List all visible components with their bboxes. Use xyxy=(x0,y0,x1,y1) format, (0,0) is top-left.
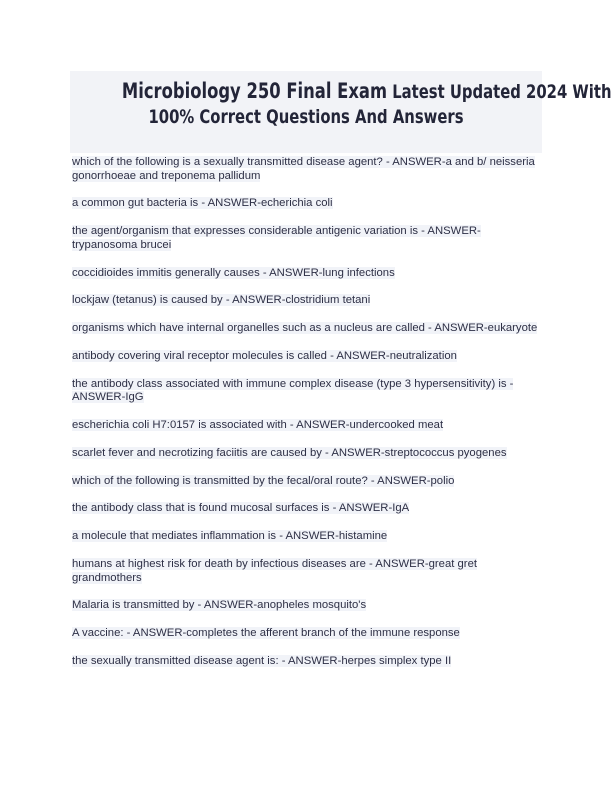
qa-text: escherichia coli H7:0157 is associated with - ANSWER-undercooked meat xyxy=(72,419,444,432)
qa-text: which of the following is transmitted by the fecal/oral route? - ANSWER-polio xyxy=(72,474,455,487)
qa-item xyxy=(72,156,542,183)
qa-item xyxy=(72,530,542,544)
qa-text: humans at highest risk for death by infectious diseases are - ANSWER-great gret grandmothers xyxy=(72,557,477,584)
qa-text: the agent/organism that expresses considerable antigenic variation is - ANSWER-trypanosoma brucei xyxy=(72,225,481,251)
qa-item xyxy=(72,475,542,489)
qa-text: which of the following is a sexually transmitted disease agent? - ANSWER-a and b/ neisseria gonorrhoeae and treponema pallidum xyxy=(72,156,535,182)
qa-item xyxy=(72,350,542,364)
document-title-course: Microbiology 250 Final Exam xyxy=(121,79,388,103)
qa-text: organisms which have internal organelles such as a nucleus are called - ANSWER-eukaryote xyxy=(72,322,538,335)
qa-item xyxy=(72,599,542,613)
document-title-banner xyxy=(70,71,612,153)
qa-item xyxy=(72,655,542,669)
document-title-line-2: 100% Correct Questions And Answers xyxy=(148,106,464,128)
qa-item xyxy=(72,419,542,433)
question-answer-list xyxy=(72,156,542,683)
qa-text: scarlet fever and necrotizing faciitis are caused by - ANSWER-streptococcus pyogenes xyxy=(72,446,507,459)
qa-item xyxy=(72,225,542,252)
qa-item xyxy=(72,502,542,516)
qa-text: the antibody class associated with immune complex disease (type 3 hypersensitivity) is - ANSWER-IgG xyxy=(72,377,514,404)
qa-text: antibody covering viral receptor molecules is called - ANSWER-neutralization xyxy=(72,349,457,362)
qa-item xyxy=(72,267,542,281)
qa-text: a molecule that mediates inflammation is - ANSWER-histamine xyxy=(72,530,388,543)
qa-item xyxy=(72,558,542,585)
qa-item xyxy=(72,322,542,336)
qa-text: the antibody class that is found mucosal surfaces is - ANSWER-IgA xyxy=(72,502,410,515)
qa-text: lockjaw (tetanus) is caused by - ANSWER-clostridium tetani xyxy=(72,294,371,307)
qa-text: the sexually transmitted disease agent is: - ANSWER-herpes simplex type II xyxy=(72,654,452,667)
document-title-subtitle: Latest Updated 2024 With xyxy=(392,81,612,103)
qa-text: Malaria is transmitted by - ANSWER-anopheles mosquito's xyxy=(72,599,367,612)
qa-item xyxy=(72,378,542,405)
qa-item xyxy=(72,294,542,308)
document-title-line-1 xyxy=(121,79,612,103)
qa-item xyxy=(72,627,542,641)
qa-text: a common gut bacteria is - ANSWER-echerichia coli xyxy=(72,197,333,210)
qa-item xyxy=(72,447,542,461)
qa-text: coccidioides immitis generally causes - ANSWER-lung infections xyxy=(72,266,395,279)
qa-text: A vaccine: - ANSWER-completes the afferent branch of the immune response xyxy=(72,627,460,640)
qa-item xyxy=(72,197,542,211)
